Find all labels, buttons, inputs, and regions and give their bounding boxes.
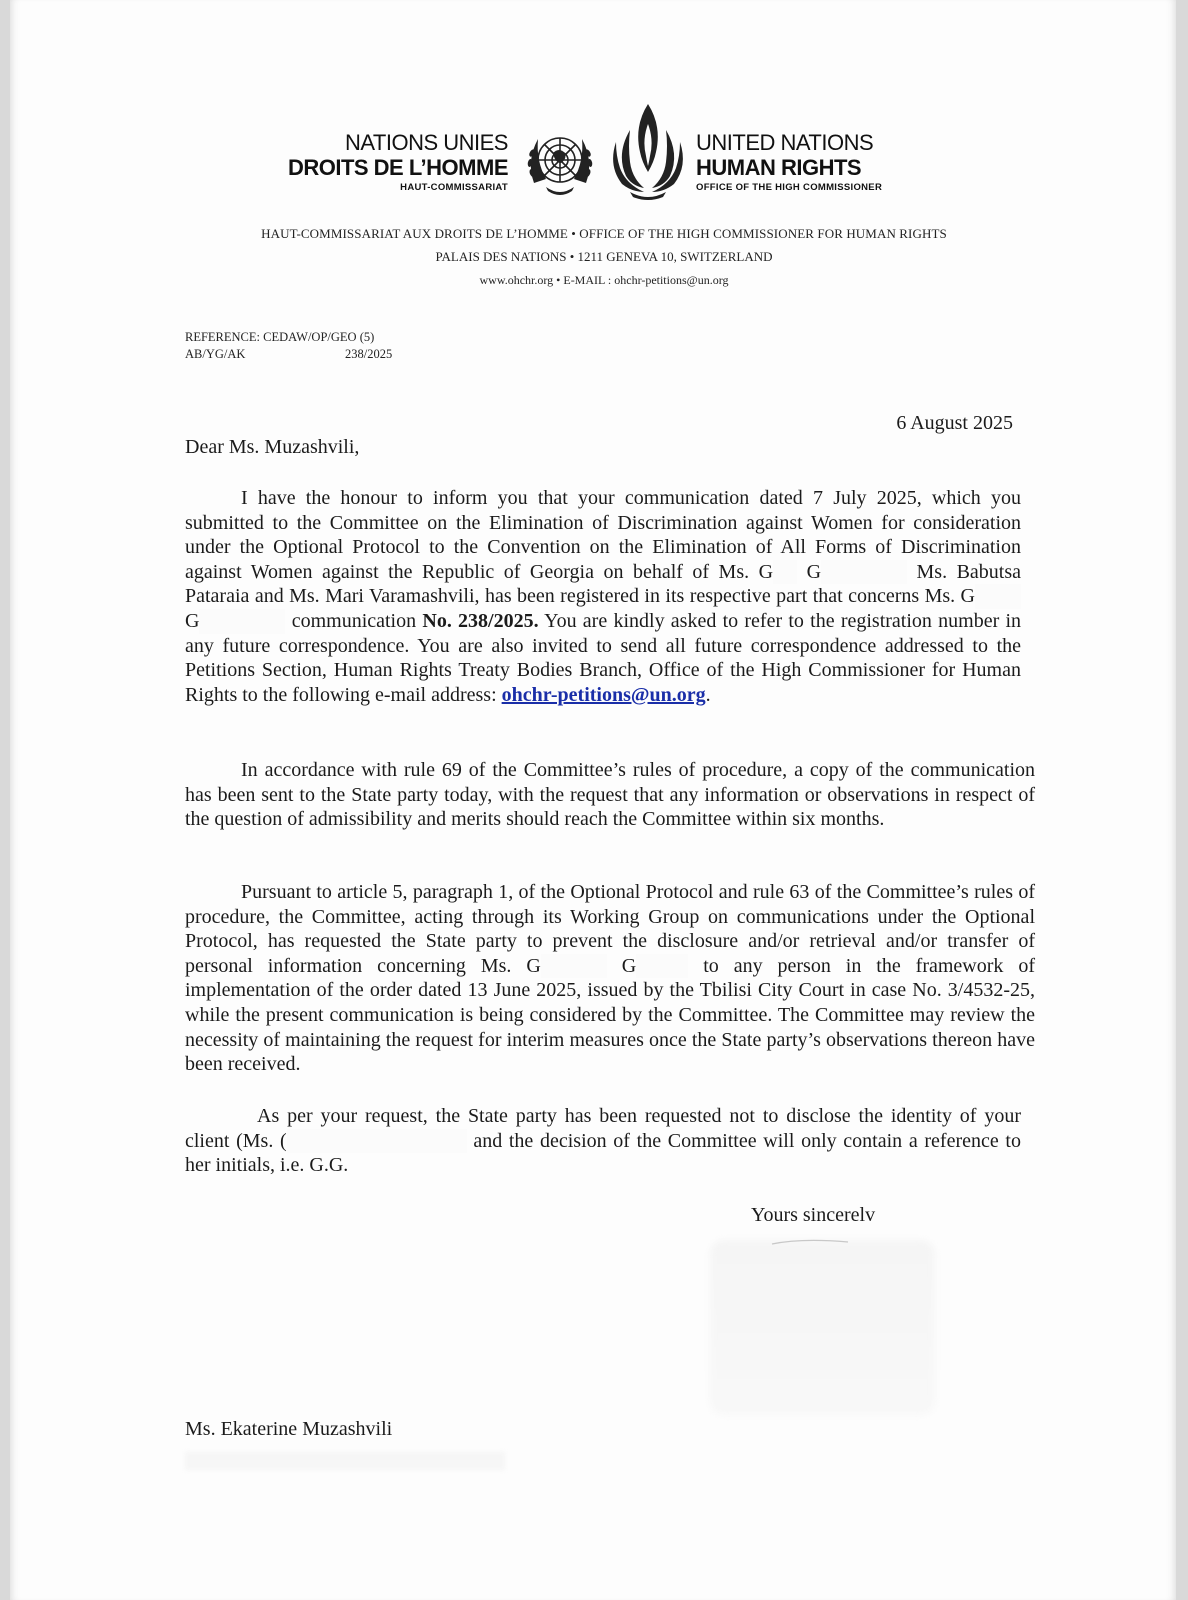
p3-text-a: Pursuant to article 5, paragraph 1, of the Optional Protocol and rule 63 of the Committee’s rules of procedure, the Committee, acting through its Working Group on communications under the Optional Protocol, has requested the State party to prevent the disclosure and/or retrieval and/or transfer of personal information concerning Ms. G [185, 881, 1035, 977]
addressee-name: Ms. Ekaterine Muzashvili [185, 1418, 393, 1440]
registration-number: No. 238/2025. [422, 609, 539, 632]
p3-text-b: G [621, 954, 637, 977]
letter-date: 6 August 2025 [896, 412, 1013, 434]
letterhead-nations-unies: NATIONS UNIES [344, 130, 508, 155]
p3-text-c: to any person in the framework of implementation of the order dated 13 June 2025, issued by the Tbilisi City Court in case No. 3/4532-25, while the present communication is being considered by the Committee. The Committee may review the necessity of maintaining the request for interim measures once the State party’s observations thereon have been received. [185, 954, 1036, 1076]
signature-stroke [770, 1238, 850, 1246]
address-line-contact: www.ohchr.org • E-MAIL : ohchr-petitions@un.org [479, 273, 729, 287]
address-line-office: HAUT-COMMISSARIAT AUX DROITS DE L’HOMME • OFFICE OF THE HIGH COMMISSIONER FOR HUMAN RIGHTS [261, 226, 947, 241]
letterhead-united-nations: UNITED NATIONS [696, 130, 874, 155]
letterhead-english [696, 130, 956, 196]
redaction [773, 560, 797, 585]
p1-text-e: communication [291, 609, 417, 632]
un-emblem-icon [520, 123, 600, 203]
redaction [636, 954, 688, 979]
closing: Yours sincerelv [751, 1204, 876, 1226]
redaction [541, 954, 607, 979]
redaction [199, 609, 285, 634]
paragraph-registration [185, 486, 1021, 707]
petitions-email-link[interactable]: ohchr-petitions@un.org [501, 683, 706, 706]
reference-code: REFERENCE: CEDAW/OP/GEO (5) [185, 330, 375, 344]
letterhead-office-of-high-commissioner: OFFICE OF THE HIGH COMMISSIONER [696, 182, 883, 193]
letterhead-french [280, 130, 508, 196]
redacted-signature [710, 1240, 935, 1415]
letterhead-droits-de-lhomme: DROITS DE L’HOMME [287, 155, 508, 180]
p4-text-b: and the decision of the Committee will only contain a reference to her initials, i.e. G.G. [185, 1129, 1021, 1177]
paragraph-rule-69 [185, 758, 1035, 832]
p1-text-c: Ms. Babutsa Pataraia and Ms. Mari Varamashvili, has been registered in its respective part that concerns Ms. G [185, 560, 1022, 608]
p1-text-a: I have the honour to inform you that your communication dated 7 July 2025, which you submitted to the Committee on the Elimination of Discrimination against Women for consideration under the Optional Protocol to the Convention on the Elimination of All Forms of Discrimination against Women against the Republic of Georgia on behalf of Ms. G [185, 487, 1021, 583]
letterhead-haut-commissariat: HAUT-COMMISSARIAT [400, 182, 508, 193]
reference-number: 238/2025 [345, 347, 393, 361]
reference-initials: AB/YG/AK [185, 347, 246, 361]
paragraph-identity [185, 1104, 1021, 1178]
redaction [975, 584, 1021, 609]
p1-text-d: G [185, 609, 200, 632]
p1-text-g: . [705, 683, 711, 706]
redaction [287, 1129, 467, 1154]
reference-block [185, 329, 393, 363]
paragraph-interim-measures [185, 880, 1035, 1077]
p2-text: In accordance with rule 69 of the Committee’s rules of procedure, a copy of the communication has been sent to the State party today, with the request that any information or observations in respect of the question of admissibility and merits should reach the Committee within six months. [185, 759, 1035, 831]
salutation: Dear Ms. Muzashvili, [185, 436, 360, 458]
address-line-location: PALAIS DES NATIONS • 1211 GENEVA 10, SWITZERLAND [435, 249, 773, 264]
letter-page [10, 0, 1176, 1600]
human-rights-flame-icon [608, 102, 688, 202]
p1-text-f: You are kindly asked to refer to the registration number in any future correspondence. You are also invited to send all future correspondence addressed to the Petitions Section, Human Rights Treaty Bodies Branch, Office of the High Commissioner for Human Rights to the following e-mail address: [185, 609, 1022, 706]
redaction [821, 560, 907, 585]
p1-text-b: G [806, 560, 822, 583]
p4-text-a: As per your request, the State party has been requested not to disclose the identity of your client (Ms. ( [185, 1105, 1021, 1152]
redacted-address [185, 1452, 505, 1470]
letterhead-human-rights: HUMAN RIGHTS [696, 155, 862, 180]
